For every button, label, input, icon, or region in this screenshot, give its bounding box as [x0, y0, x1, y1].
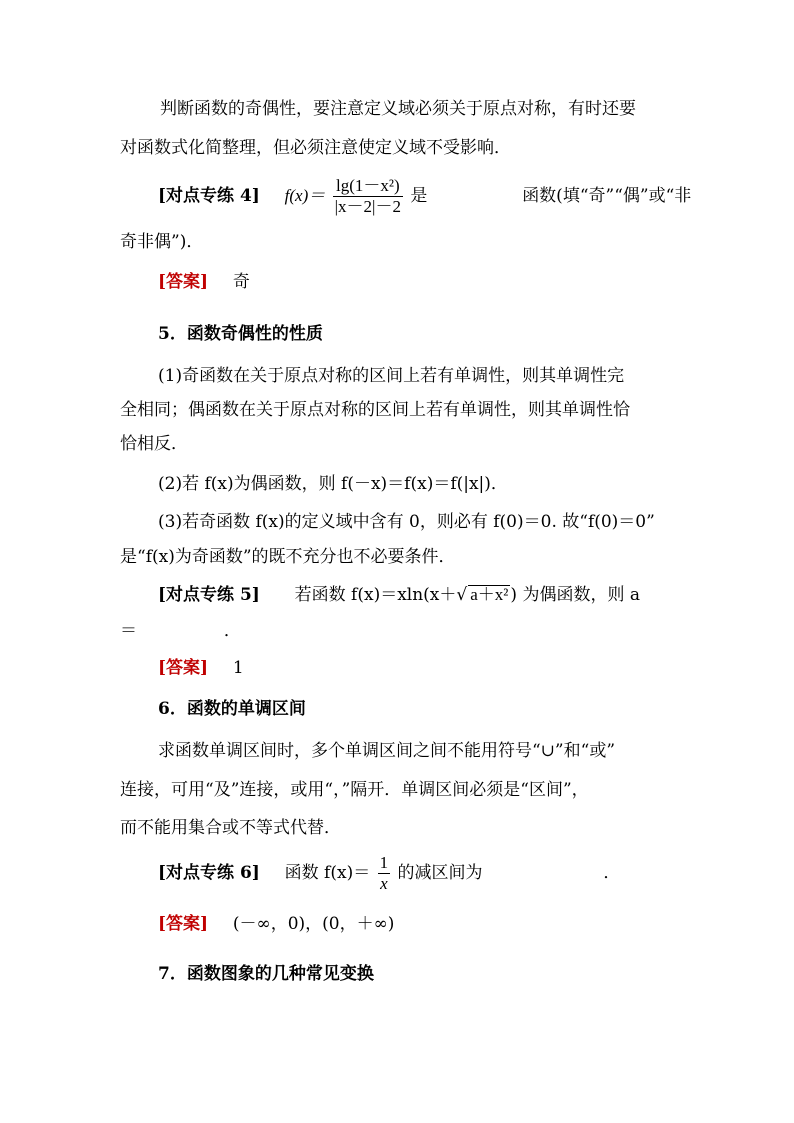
paragraph-line: 求函数单调区间时，多个单调区间之间不能用符号“∪”和“或” [158, 741, 616, 761]
answer-value: 1 [232, 658, 244, 678]
answer-tag: [答案] [158, 914, 209, 934]
formula-text: 若函数 f(x)＝xln(x＋ [294, 585, 457, 605]
formula-lhs: f(x)＝ [284, 186, 326, 205]
section-heading: 5．函数奇偶性的性质 [158, 324, 323, 344]
formula-text: ) 为偶函数，则 a [510, 585, 640, 605]
section-heading: 6．函数的单调区间 [158, 699, 306, 719]
paragraph-line: (1)奇函数在关于原点对称的区间上若有单调性，则其单调性完 [158, 366, 625, 386]
answer-value: (－∞，0)，(0，＋∞) [232, 914, 395, 934]
paragraph-line: 而不能用集合或不等式代替． [120, 818, 341, 838]
exercise-line: 奇非偶”)． [120, 232, 204, 252]
fraction-denominator: |x－2|－2 [334, 197, 401, 216]
period: ． [603, 863, 621, 883]
fraction-numerator: 1 [379, 853, 389, 872]
formula-text: 函数 f(x)＝ [284, 863, 371, 883]
sqrt-sign: √ [456, 585, 468, 605]
sqrt-radicand: a＋x² [470, 585, 509, 604]
exercise-text: 函数(填“奇”“偶”或“非 [522, 186, 692, 206]
paragraph-line: 连接，可用“及”连接，或用“，”隔开．单调区间必须是“区间”， [120, 780, 589, 800]
answer-tag: [答案] [158, 658, 209, 678]
period: ． [223, 621, 241, 641]
formula-text: 的减区间为 [397, 863, 483, 883]
equals-sign: ＝ [120, 621, 137, 641]
answer-value: 奇 [232, 272, 250, 292]
exercise-5 [158, 583, 640, 607]
paragraph-line: 是“f(x)为奇函数”的既不充分也不必要条件． [120, 547, 456, 567]
exercise-tag: [对点专练 6] [158, 863, 260, 883]
fraction-denominator: x [380, 874, 388, 893]
paragraph-line: 判断函数的奇偶性，要注意定义域必须关于原点对称，有时还要 [160, 99, 636, 119]
answer-tag: [答案] [158, 272, 209, 292]
exercise-6 [158, 853, 620, 894]
section-heading: 7．函数图象的几种常见变换 [158, 964, 374, 984]
fraction-numerator: lg(1－x²) [333, 176, 403, 197]
answer-5 [158, 656, 244, 680]
paragraph-line: 全相同；偶函数在关于原点对称的区间上若有单调性，则其单调性恰 [120, 400, 630, 420]
paragraph-line: (3)若奇函数 f(x)的定义域中含有 0，则必有 f(0)＝0. 故“f(0)＝0” [158, 512, 655, 532]
paragraph-line: (2)若 f(x)为偶函数，则 f(－x)＝f(x)＝f(|x|)． [158, 474, 508, 494]
answer-6 [158, 912, 394, 936]
fraction [333, 176, 403, 217]
answer-4 [158, 270, 250, 294]
paragraph-line: 恰相反． [120, 434, 188, 454]
paragraph-line: 对函数式化简整理，但必须注意使定义域不受影响． [120, 138, 511, 158]
exercise-tag: [对点专练 5] [158, 585, 260, 605]
exercise-line [120, 619, 241, 643]
fraction [378, 853, 391, 894]
formula-after: 是 [410, 186, 428, 206]
exercise-4 [158, 176, 691, 217]
exercise-tag: [对点专练 4] [158, 186, 260, 206]
